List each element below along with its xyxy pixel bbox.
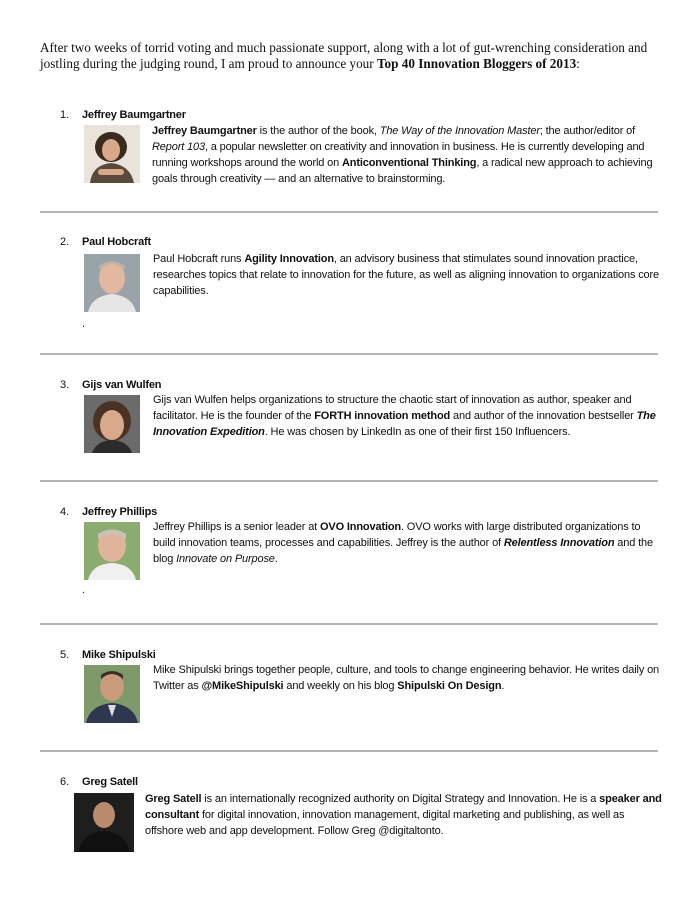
description-segment: Shipulski On Design: [397, 680, 502, 692]
blogger-photo-satell: [74, 793, 134, 852]
entry-number: 5.: [60, 649, 70, 661]
description-segment: speaker and consultant: [145, 793, 662, 821]
blogger-name: Jeffrey Baumgartner: [82, 109, 186, 121]
blogger-description: [153, 251, 663, 299]
description-segment: The Innovation Expedition: [153, 410, 656, 438]
blogger-photo-van-wulfen: [84, 395, 140, 453]
description-segment: , a popular newsletter on creativity and innovation in business. He is currently developing and running workshops around the world on: [152, 141, 645, 169]
description-segment: ; the author/editor of: [539, 125, 635, 137]
description-segment: Jeffrey Baumgartner: [152, 125, 257, 137]
description-segment: The Way of the Innovation Master: [379, 125, 540, 137]
divider: [40, 211, 658, 213]
divider: [40, 623, 658, 625]
description-segment: Mike Shipulski brings together people, culture, and tools to change engineering behavior. He writes daily on Twitter as: [153, 664, 660, 692]
description-segment: FORTH innovation method: [314, 410, 451, 422]
description-segment: Paul Hobcraft runs: [153, 253, 245, 265]
divider: [40, 750, 658, 752]
blogger-description: [153, 519, 663, 567]
description-segment: and the blog: [153, 537, 653, 565]
blogger-photo-hobcraft: [84, 254, 140, 312]
entry-number: 3.: [60, 379, 70, 391]
blogger-description: [153, 392, 663, 440]
description-segment: Innovate on Purpose: [176, 553, 275, 565]
entry-number: 1.: [60, 109, 70, 121]
divider: [40, 353, 658, 355]
entry-number: 2.: [60, 236, 70, 248]
blogger-name: Jeffrey Phillips: [82, 506, 158, 518]
blogger-name: Mike Shipulski: [82, 649, 156, 661]
blogger-photo-baumgartner: [84, 125, 140, 183]
description-segment: for digital innovation, innovation management, digital marketing and publishing, as well as offshore web and app development. Follow Greg @digitaltonto.: [145, 809, 625, 837]
description-segment: .: [274, 553, 278, 565]
description-segment: . OVO works with large distributed organizations to build innovation teams, processes and capabilities. Jeffrey is the author of: [153, 521, 641, 549]
description-segment: , a radical new approach to achieving goals through creativity — and an alternative to brainstorming.: [152, 157, 653, 185]
description-segment: is an internationally recognized authority on Digital Strategy and Innovation. He is a: [201, 793, 600, 805]
blogger-photo-shipulski: [84, 665, 140, 723]
description-segment: Jeffrey Phillips is a senior leader at: [153, 521, 320, 533]
trailing-mark: .: [82, 584, 86, 596]
description-segment: OVO Innovation: [319, 521, 401, 533]
trailing-mark: .: [82, 318, 86, 330]
entry-number: 4.: [60, 506, 70, 518]
description-segment: . He was chosen by LinkedIn as one of their first 150 Influencers.: [264, 426, 571, 438]
blogger-description: [152, 123, 662, 187]
intro-paragraph: [40, 40, 670, 72]
description-segment: and author of the innovation bestseller: [450, 410, 637, 422]
entry-number: 6.: [60, 776, 70, 788]
description-segment: and weekly on his blog: [283, 680, 398, 692]
description-segment: Gijs van Wulfen helps organizations to structure the chaotic start of innovation as author, speaker and facilitator. He is the founder of the: [153, 394, 632, 422]
blogger-name: Greg Satell: [82, 776, 138, 788]
description-segment: @MikeShipulski: [201, 680, 284, 692]
blogger-name: Paul Hobcraft: [82, 236, 151, 248]
intro-text: After two weeks of torrid voting and much passionate support, along with a lot of gut-wrenching consideration and jostling during the judging round, I am proud to announce your: [40, 40, 648, 71]
description-segment: Relentless Innovation: [503, 537, 615, 549]
intro-highlight: Top 40 Innovation Bloggers of 2013: [376, 56, 577, 71]
description-segment: Anticonventional Thinking: [341, 157, 477, 169]
description-segment: Greg Satell: [145, 793, 202, 805]
description-segment: Report 103: [152, 141, 205, 153]
description-segment: .: [501, 680, 505, 692]
blogger-description: [145, 791, 663, 839]
blogger-name: Gijs van Wulfen: [82, 379, 162, 391]
blogger-photo-phillips: [84, 522, 140, 580]
intro-end: :: [576, 56, 580, 71]
description-segment: is the author of the book,: [256, 125, 380, 137]
description-segment: , an advisory business that stimulates sound innovation practice, researches topics that relate to innovation for the future, as well as aligning innovation to organizations core capabilities.: [153, 253, 660, 297]
blogger-description: [153, 662, 663, 694]
divider: [40, 480, 658, 482]
description-segment: Agility Innovation: [244, 253, 334, 265]
